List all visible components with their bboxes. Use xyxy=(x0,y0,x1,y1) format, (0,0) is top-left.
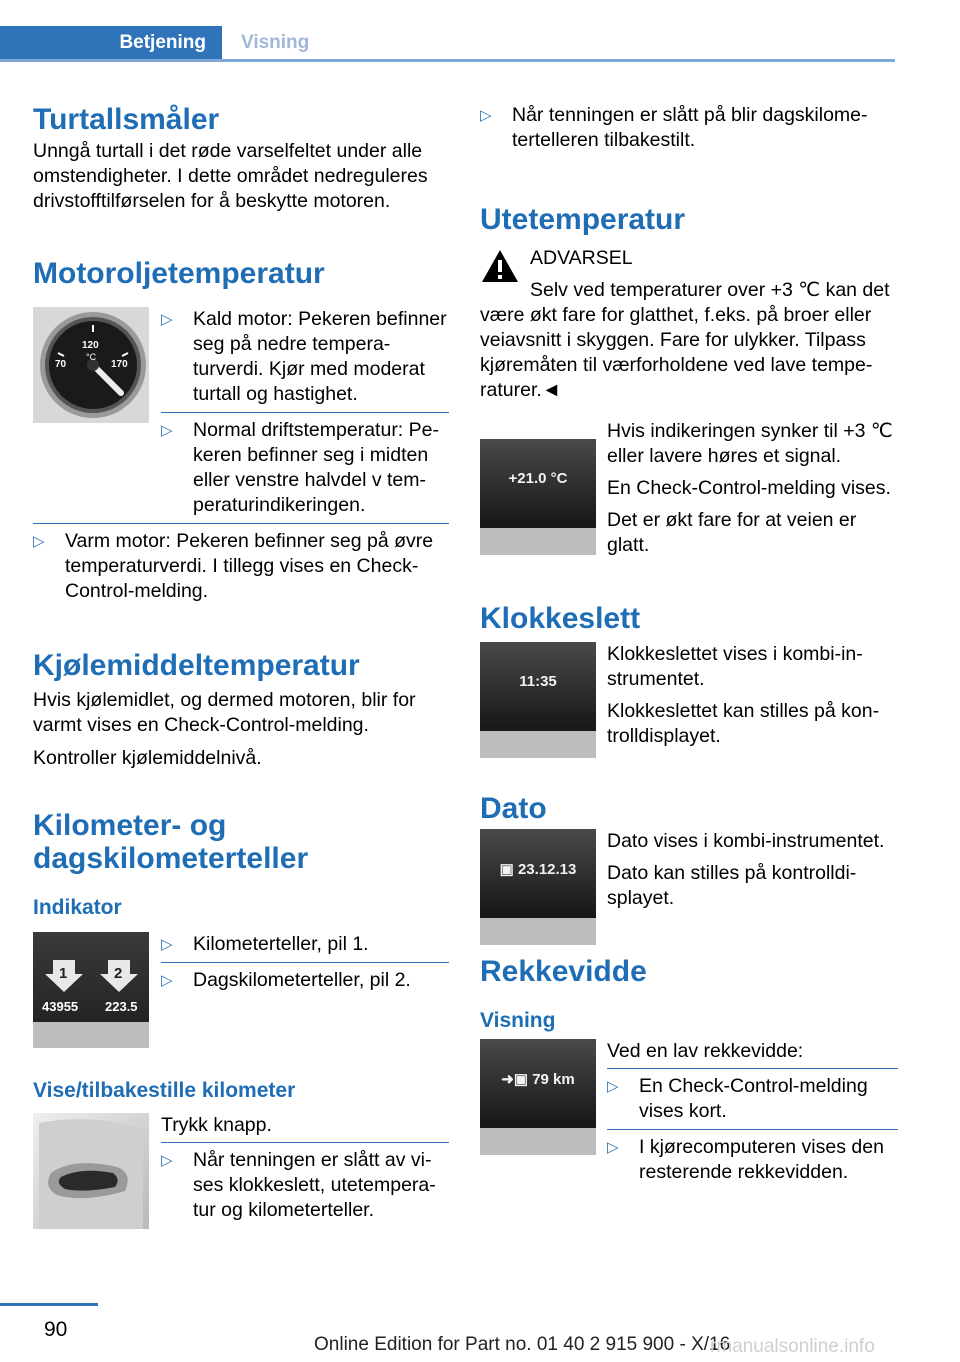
range-display xyxy=(480,1070,596,1088)
klokke-section xyxy=(480,642,898,758)
rekke-bullet-1 xyxy=(607,1074,898,1130)
reset-heading: Vise/tilbakestille kilometer xyxy=(33,1079,296,1102)
reset-section xyxy=(33,1113,449,1229)
rekke-bullet-1-text: En Check-Control-melding vises kort. xyxy=(639,1075,868,1122)
oil-bullet-3 xyxy=(33,529,449,604)
range-display-value: 79 km xyxy=(532,1071,575,1088)
indikator-bullet-1-text: Kilometerteller, pil 1. xyxy=(193,933,369,955)
odometer-total: 43955 xyxy=(42,999,79,1014)
fuel-pump-icon: ➜▣ xyxy=(501,1071,533,1088)
rekke-section xyxy=(480,1039,898,1185)
reset-button-graphic xyxy=(33,1113,149,1229)
visning-heading: Visning xyxy=(480,1009,556,1032)
reset-button-image xyxy=(33,1113,149,1229)
tab-visning[interactable]: Visning xyxy=(241,32,310,53)
oil-bullet-2 xyxy=(161,418,449,518)
clock-display-image xyxy=(480,642,596,758)
page-header xyxy=(0,0,895,62)
dato-section xyxy=(480,829,898,945)
rekke-bullet-2-text: I kjørecomputeren vises den resterende rekkevidden. xyxy=(639,1136,884,1183)
klokke-heading: Klokkeslett xyxy=(480,602,641,635)
temp-text-2: En Check-Control-melding vises. xyxy=(607,477,891,499)
date-display-value: 23.12.13 xyxy=(517,861,577,878)
dato-text-1: Dato vises i kombi-instrumentet. xyxy=(607,830,885,852)
edition-line: Online Edition for Part no. 01 40 2 915 900 - X/16 xyxy=(314,1334,731,1355)
temp-display-image xyxy=(480,439,596,555)
indikator-bullet-2-text: Dagskilometerteller, pil 2. xyxy=(193,969,411,991)
left-column xyxy=(33,95,449,1229)
turtall-heading: Turtallsmåler xyxy=(33,103,220,136)
gauge-label-170: 170 xyxy=(111,359,128,370)
reset-bullet-1-text: Når tenningen er slått av vises klokkeslett, utetemperatur og kilometerteller. xyxy=(193,1149,436,1221)
temp-text-3: Det er økt fare for at veien er glatt. xyxy=(607,509,857,556)
rekke-heading: Rekkevidde xyxy=(480,955,647,988)
indikator-bullet-list xyxy=(161,932,449,1048)
oil-bullet-2-text: Normal driftstemperatur: Pekeren befinner seg i midten eller venstre halvdel v temperaturindikeringen. xyxy=(193,419,439,516)
temp-text-1: Hvis indikeringen synker til +3 ℃ eller lavere høres et signal. xyxy=(607,420,893,467)
gauge-label-70: 70 xyxy=(55,359,67,370)
oil-bullet-1-text: Kald motor: Pekeren befinner seg på nedre temperaturverdi. Kjør med moderat turtall og hastighet. xyxy=(193,308,447,405)
reset-bullet-1 xyxy=(161,1148,449,1223)
oil-bullet-list xyxy=(161,307,449,518)
klokke-text-2: Klokkeslettet kan stilles på kontrolldisplayet. xyxy=(607,700,880,747)
oil-gauge-image xyxy=(33,307,149,423)
indikator-bullet-1 xyxy=(161,932,449,963)
indikator-bullet-2 xyxy=(161,968,449,993)
rekke-text-block xyxy=(607,1039,898,1185)
bullet-triangle-icon: ▷ xyxy=(161,936,173,953)
reset-bullet-wrap xyxy=(161,1142,449,1223)
oil-bullet-3-text: Varm motor: Pekeren befinner seg på øvre temperaturverdi. I tillegg vises en Check-Control-melding. xyxy=(65,530,434,602)
reset-text-block xyxy=(161,1113,449,1229)
klokke-text-1: Klokkeslettet vises i kombi-instrumentet. xyxy=(607,643,863,690)
right-column xyxy=(480,95,898,1185)
bullet-triangle-icon: ▷ xyxy=(161,1152,173,1169)
bullet-triangle-icon: ▷ xyxy=(33,533,45,550)
tab-betjening[interactable]: Betjening xyxy=(0,26,222,60)
warning-label: ADVARSEL xyxy=(530,247,633,269)
bullet-triangle-icon: ▷ xyxy=(480,107,492,124)
klokke-text-block xyxy=(607,642,898,758)
page-number: 90 xyxy=(44,1318,68,1341)
right-cont-bullet-text: Når tenningen er slått på blir dagskilometertelleren tilbakestilt. xyxy=(512,104,868,151)
calendar-icon: ▣ xyxy=(499,861,518,878)
header-rule xyxy=(0,59,895,62)
warning-text: Selv ved temperaturer over +3 ℃ kan det være økt fare for glatthet, f.eks. på broer eller veiavsnitt i skyggen. Fare for ulykker. Tilpass kjøremåten til værforholdene ved lave temperaturer.◄ xyxy=(480,279,890,401)
oil-section xyxy=(33,307,449,518)
turtall-text: Unngå turtall i det røde varselfeltet under alle omstendigheter. I dette området nedreguleres drivstofftilførselen for å beskytte motoren. xyxy=(33,140,428,212)
odometer-trip: 223.5 xyxy=(105,999,138,1014)
bullet-triangle-icon: ▷ xyxy=(607,1078,619,1095)
rekke-bullet-2 xyxy=(607,1135,898,1185)
temp-section xyxy=(480,419,898,558)
clock-display-value: 11:35 xyxy=(519,673,557,690)
rekke-text: Ved en lav rekkevidde: xyxy=(607,1040,804,1062)
bullet-triangle-icon: ▷ xyxy=(161,311,173,328)
arrow-2-label: 2 xyxy=(114,965,123,982)
odometer-image xyxy=(33,932,149,1048)
km-heading: Kilometer- og dagskilometerteller xyxy=(33,809,309,875)
date-display-image xyxy=(480,829,596,945)
gauge-label-120: 120 xyxy=(82,340,99,351)
cool-text-1: Hvis kjølemidlet, og dermed motoren, blir for varmt vises en Check-Control-melding. xyxy=(33,689,416,736)
range-display-image xyxy=(480,1039,596,1155)
arrow-1-label: 1 xyxy=(59,965,68,982)
cool-text-2: Kontroller kjølemiddelnivå. xyxy=(33,747,262,769)
oil-bullet-1 xyxy=(161,307,449,413)
oil-bullet-3-wrap xyxy=(33,523,449,604)
gauge-label-c: °C xyxy=(86,352,97,362)
indikator-section xyxy=(33,932,449,1048)
dato-text-block xyxy=(607,829,898,945)
watermark: rmanualsonline.info xyxy=(710,1336,875,1357)
date-display xyxy=(480,860,596,878)
dato-text-2: Dato kan stilles på kontrolldisplayet. xyxy=(607,862,857,909)
bullet-triangle-icon: ▷ xyxy=(607,1139,619,1156)
ute-heading: Utetemperatur xyxy=(480,203,686,236)
oil-gauge-graphic xyxy=(33,307,149,423)
dato-heading: Dato xyxy=(480,792,547,825)
warning-box xyxy=(480,246,898,403)
bullet-triangle-icon: ▷ xyxy=(161,972,173,989)
reset-text: Trykk knapp. xyxy=(161,1114,272,1136)
cool-heading: Kjølemiddeltemperatur xyxy=(33,649,360,682)
temp-display-value: +21.0 °C xyxy=(508,470,568,487)
odometer-arrows-graphic xyxy=(33,932,149,1048)
footer-rule xyxy=(0,1303,98,1306)
rekke-bullet-list xyxy=(607,1068,898,1185)
bullet-triangle-icon: ▷ xyxy=(161,422,173,439)
oil-heading: Motoroljetemperatur xyxy=(33,257,325,290)
indikator-heading: Indikator xyxy=(33,896,122,919)
warning-triangle-icon xyxy=(480,248,520,284)
right-cont-bullet xyxy=(480,103,898,153)
